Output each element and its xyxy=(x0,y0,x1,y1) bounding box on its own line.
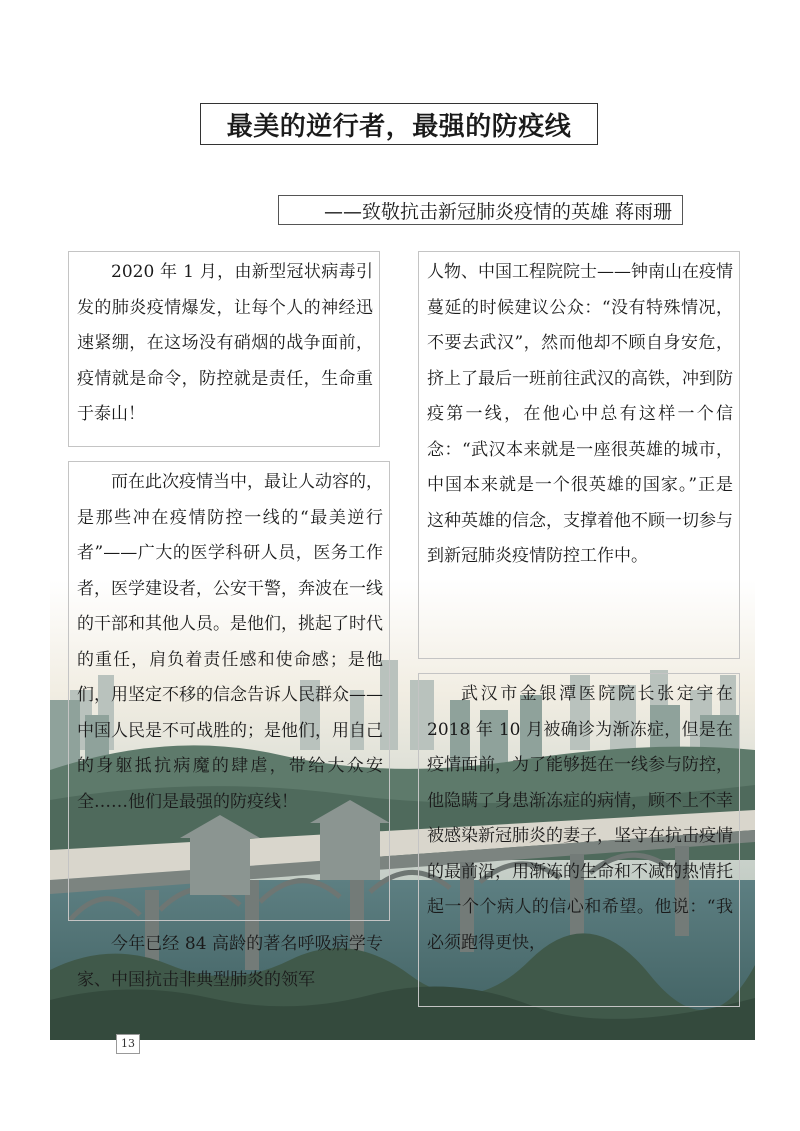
paragraph-zhang-dingyu: 武汉市金银潭医院院长张定宇在 2018 年 10 月被确诊为渐冻症，但是在疫情面前，为了能够挺在一线参与防控，他隐瞒了身患渐冻症的病情，顾不上不幸被感染新冠肺炎的妻子，坚守在抗击疫情的最前沿，用渐冻的生命和不减的热情托起一个个病人的信心和希望。他说：“我必须跑得更快， xyxy=(418,673,740,1007)
paragraph-zhong-nanshan-start: 今年已经 84 高龄的著名呼吸病学专家、中国抗击非典型肺炎的领军 xyxy=(77,934,383,990)
article-title: 最美的逆行者，最强的防疫线 xyxy=(200,103,598,145)
paragraph-retrograde-heroes: 而在此次疫情当中，最让人动容的，是那些冲在疫情防控一线的“最美逆行者”——广大的医学科研人员，医务工作者，医学建设者，公安干警，奔波在一线的干部和其他人员。是他们，挑起了时代的重任，肩负着责任感和使命感；是他们，用坚定不移的信念告诉人民群众——中国人民是不可战胜的；是他们，用自己的身躯抵抗病魔的肆虐，带给大众安全……他们是最强的防疫线！ xyxy=(68,461,390,921)
paragraph-zhong-nanshan: 人物、中国工程院院士——钟南山在疫情蔓延的时候建议公众：“没有特殊情况，不要去武汉”，然而他却不顾自身安危，挤上了最后一班前往武汉的高铁，冲到防疫第一线，在他心中总有这样一个信念：“武汉本来就是一座很英雄的城市，中国本来就是一个很英雄的国家。”正是这种英雄的信念，支撑着他不顾一切参与到新冠肺炎疫情防控工作中。 xyxy=(418,251,740,659)
page-number: 13 xyxy=(116,1034,140,1054)
article-subtitle: ——致敬抗击新冠肺炎疫情的英雄 蒋雨珊 xyxy=(278,195,683,225)
paragraph-outbreak: 2020 年 1 月，由新型冠状病毒引发的肺炎疫情爆发，让每个人的神经迅速紧绷，在这场没有硝烟的战争面前，疫情就是命令，防控就是责任，生命重于泰山！ xyxy=(68,251,380,447)
